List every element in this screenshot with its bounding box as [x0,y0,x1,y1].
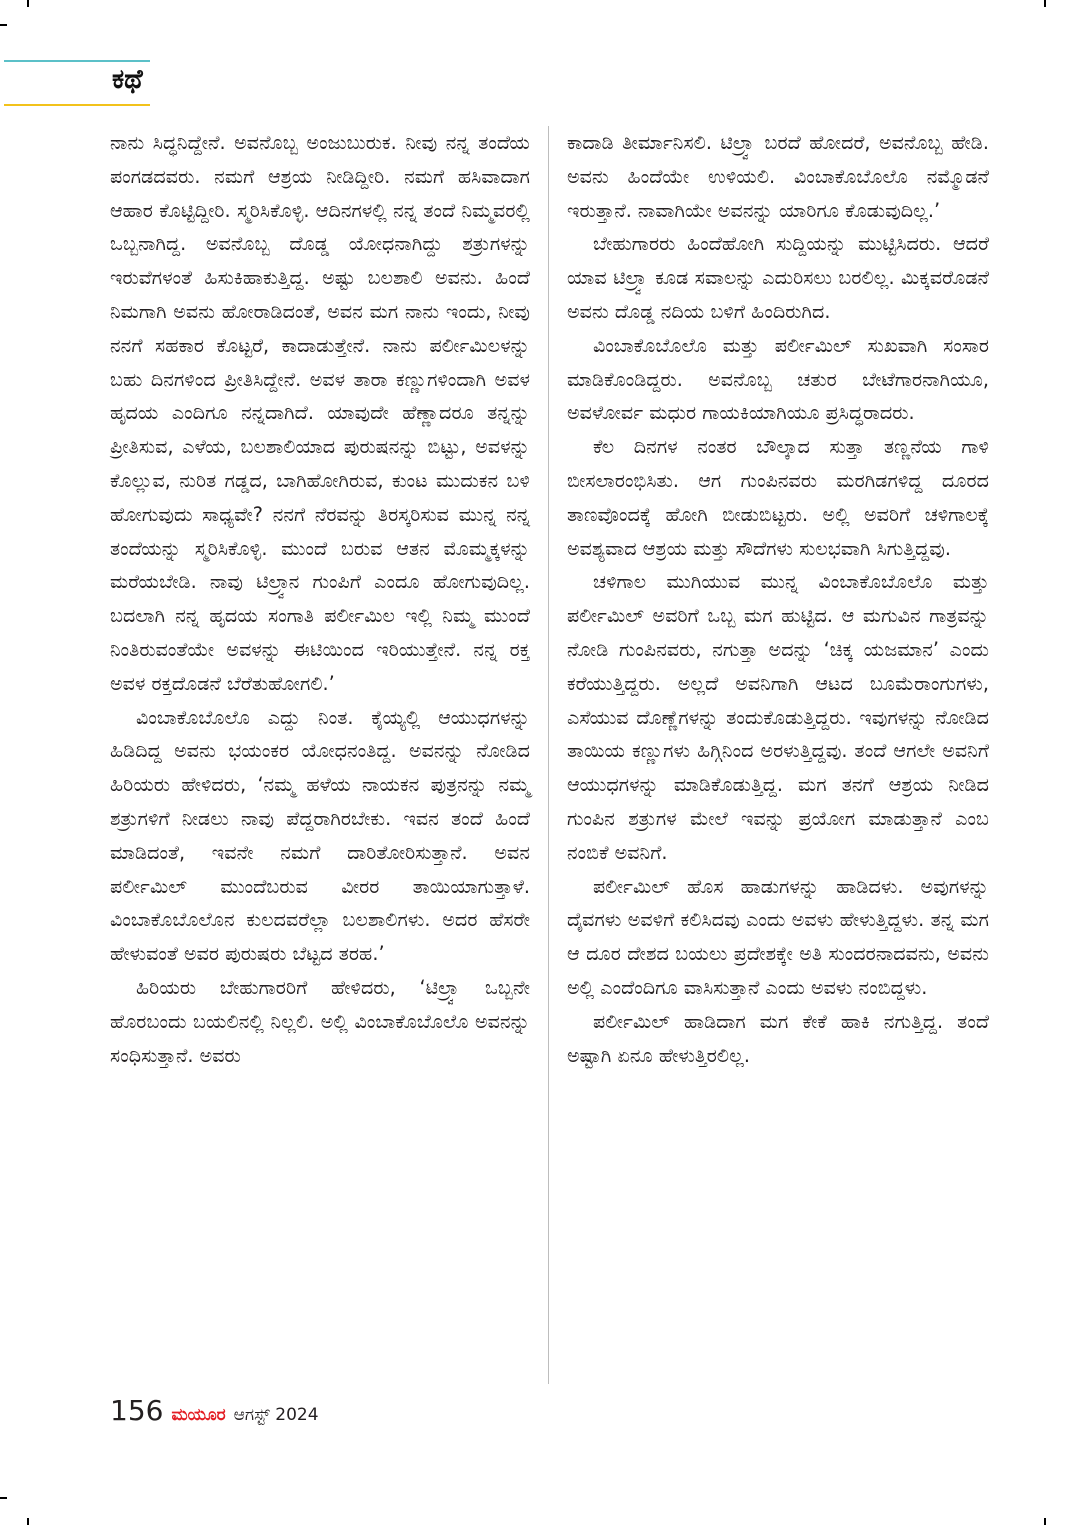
paragraph: ಪರ್ಲೀಮಿಲ್ ಹಾಡಿದಾಗ ಮಗ ಕೇಕೆ ಹಾಕಿ ನಗುತ್ತಿದ್ದ. ತಂದೆ ಅಷ್ಟಾಗಿ ಏನೂ ಹೇಳುತ್ತಿರಲಿಲ್ಲ. [567,1009,989,1067]
section-accent-rule-bottom [4,104,150,106]
paragraph: ವಿಂಬಾಕೊಬೊಲೊ ಎದ್ದು ನಿಂತ. ಕೈಯ್ಯಲ್ಲಿ ಆಯುಧಗಳನ್ನು ಹಿಡಿದಿದ್ದ ಅವನು ಭಯಂಕರ ಯೋಧನಂತಿದ್ದ. ಅವನನ್ನು ನೋಡಿದ ಹಿರಿಯರು ಹೇಳಿದರು, ‘ನಮ್ಮ ಹಳೆಯ ನಾಯಕನ ಪುತ್ರನನ್ನು ನಮ್ಮ ಶತ್ರುಗಳಿಗೆ ನೀಡಲು ನಾವು ಪೆದ್ದರಾಗಿರಬೇಕು. ಇವನ ತಂದೆ ಹಿಂದೆ ಮಾಡಿದಂತೆ, ಇವನೇ ನಮಗೆ ದಾರಿತೋರಿಸುತ್ತಾನೆ. ಅವನ ಪರ್ಲೀಮಿಲ್ ಮುಂದೆಬರುವ ವೀರರ ತಾಯಿಯಾಗುತ್ತಾಳೆ. ವಿಂಬಾಕೊಬೊಲೊನ ಕುಲದವರೆಲ್ಲಾ ಬಲಶಾಲಿಗಳು. ಅದರ ಹೆಸರೇ ಹೇಳುವಂತೆ ಅವರ ಪುರುಷರು ಬೆಟ್ಟದ ತರಹ.’ [110,705,530,966]
crop-mark [0,24,7,26]
page-number: 156 [110,1394,164,1427]
paragraph: ಬೇಹುಗಾರರು ಹಿಂದೆಹೋಗಿ ಸುದ್ದಿಯನ್ನು ಮುಟ್ಟಿಸಿದರು. ಆದರೆ ಯಾವ ಟಿಲ್ರ್ವಾ ಕೂಡ ಸವಾಲನ್ನು ಎದುರಿಸಲು ಬರಲಿಲ್ಲ. ಮಿಕ್ಕವರೊಡನೆ ಅವನು ದೊಡ್ಡ ನದಿಯ ಬಳಿಗೆ ಹಿಂದಿರುಗಿದ. [567,232,989,323]
page-footer [110,1394,319,1426]
section-accent-rule-top [4,60,150,62]
paragraph: ಕೆಲ ದಿನಗಳ ನಂತರ ಬೌಲ್ಕಾದ ಸುತ್ತಾ ತಣ್ಣನೆಯ ಗಾಳಿ ಬೀಸಲಾರಂಭಿಸಿತು. ಆಗ ಗುಂಪಿನವರು ಮರಗಿಡಗಳಿದ್ದ ದೂರದ ತಾಣವೊಂದಕ್ಕೆ ಹೋಗಿ ಬೀಡುಬಿಟ್ಟರು. ಅಲ್ಲಿ ಅವರಿಗೆ ಚಳಿಗಾಲಕ್ಕೆ ಅವಶ್ಯವಾದ ಆಶ್ರಯ ಮತ್ತು ಸೌದೆಗಳು ಸುಲಭವಾಗಿ ಸಿಗುತ್ತಿದ್ದವು. [567,435,989,560]
column-divider [548,126,549,1384]
section-title: ಕಥೆ [112,64,143,95]
crop-mark [1044,1518,1046,1525]
right-column [567,126,989,1072]
issue-date: ಆಗಸ್ಟ್ 2024 [233,1405,319,1425]
paragraph: ನಾನು ಸಿದ್ಧನಿದ್ದೇನೆ. ಅವನೊಬ್ಬ ಅಂಜುಬುರುಕ. ನೀವು ನನ್ನ ತಂದೆಯ ಪಂಗಡದವರು. ನಮಗೆ ಆಶ್ರಯ ನೀಡಿದ್ದೀರಿ. ನಮಗೆ ಹಸಿವಾದಾಗ ಆಹಾರ ಕೊಟ್ಟಿದ್ದೀರಿ. ಸ್ಮರಿಸಿಕೊಳ್ಳಿ. ಆದಿನಗಳಲ್ಲಿ ನನ್ನ ತಂದೆ ನಿಮ್ಮವರಲ್ಲಿ ಒಬ್ಬನಾಗಿದ್ದ. ಅವನೊಬ್ಬ ದೊಡ್ಡ ಯೋಧನಾಗಿದ್ದು ಶತ್ರುಗಳನ್ನು ಇರುವೆಗಳಂತೆ ಹಿಸುಕಿಹಾಕುತ್ತಿದ್ದ. ಅಷ್ಟು ಬಲಶಾಲಿ ಅವನು. ಹಿಂದೆ ನಿಮಗಾಗಿ ಅವನು ಹೋರಾಡಿದಂತೆ, ಅವನ ಮಗ ನಾನು ಇಂದು, ನೀವು ನನಗೆ ಸಹಕಾರ ಕೊಟ್ಟರೆ, ಕಾದಾಡುತ್ತೇನೆ. ನಾನು ಪರ್ಲೀಮಿಲಳನ್ನು ಬಹು ದಿನಗಳಿಂದ ಪ್ರೀತಿಸಿದ್ದೇನೆ. ಅವಳ ತಾರಾ ಕಣ್ಣುಗಳಿಂದಾಗಿ ಅವಳ ಹೃದಯ ಎಂದಿಗೂ ನನ್ನದಾಗಿದೆ. ಯಾವುದೇ ಹೆಣ್ಣಾದರೂ ತನ್ನನ್ನು ಪ್ರೀತಿಸುವ, ಎಳೆಯ, ಬಲಶಾಲಿಯಾದ ಪುರುಷನನ್ನು ಬಿಟ್ಟು, ಅವಳನ್ನು ಕೊಲ್ಲುವ, ನುರಿತ ಗಡ್ಡದ, ಬಾಗಿಹೋಗಿರುವ, ಕುಂಟ ಮುದುಕನ ಬಳಿ ಹೋಗುವುದು ಸಾಧ್ಯವೇ? ನನಗೆ ನೆರವನ್ನು ತಿರಸ್ಕರಿಸುವ ಮುನ್ನ ನನ್ನ ತಂದೆಯನ್ನು ಸ್ಮರಿಸಿಕೊಳ್ಳಿ. ಮುಂದೆ ಬರುವ ಆತನ ಮೊಮ್ಮಕ್ಕಳನ್ನು ಮರೆಯಬೇಡಿ. ನಾವು ಟಿಲ್ರ್ವಾನ ಗುಂಪಿಗೆ ಎಂದೂ ಹೋಗುವುದಿಲ್ಲ. ಬದಲಾಗಿ ನನ್ನ ಹೃದಯ ಸಂಗಾತಿ ಪರ್ಲೀಮಿಲ ಇಲ್ಲಿ ನಿಮ್ಮ ಮುಂದೆ ನಿಂತಿರುವಂತೆಯೇ ಅವಳನ್ನು ಈಟಿಯಿಂದ ಇರಿಯುತ್ತೇನೆ. ನನ್ನ ರಕ್ತ ಅವಳ ರಕ್ತದೊಡನೆ ಬೆರೆತುಹೋಗಲಿ.’ [110,131,530,695]
magazine-logo: ಮಯೂರ [171,1405,226,1425]
left-column [110,126,530,1072]
paragraph: ಚಳಿಗಾಲ ಮುಗಿಯುವ ಮುನ್ನ ವಿಂಬಾಕೊಬೊಲೊ ಮತ್ತು ಪರ್ಲೀಮಿಲ್ ಅವರಿಗೆ ಒಬ್ಬ ಮಗ ಹುಟ್ಟಿದ. ಆ ಮಗುವಿನ ಗಾತ್ರವನ್ನು ನೋಡಿ ಗುಂಪಿನವರು, ನಗುತ್ತಾ ಅದನ್ನು ‘ಚಿಕ್ಕ ಯಜಮಾನ’ ಎಂದು ಕರೆಯುತ್ತಿದ್ದರು. ಅಲ್ಲದೆ ಅವನಿಗಾಗಿ ಆಟದ ಬೂಮೆರಾಂಗುಗಳು, ಎಸೆಯುವ ದೊಣ್ಣೆಗಳನ್ನು ತಂದುಕೊಡುತ್ತಿದ್ದರು. ಇವುಗಳನ್ನು ನೋಡಿದ ತಾಯಿಯ ಕಣ್ಣುಗಳು ಹಿಗ್ಗಿನಿಂದ ಅರಳುತ್ತಿದ್ದವು. ತಂದೆ ಆಗಲೇ ಅವನಿಗೆ ಆಯುಧಗಳನ್ನು ಮಾಡಿಕೊಡುತ್ತಿದ್ದ. ಮಗ ತನಗೆ ಆಶ್ರಯ ನೀಡಿದ ಗುಂಪಿನ ಶತ್ರುಗಳ ಮೇಲೆ ಇವನ್ನು ಪ್ರಯೋಗ ಮಾಡುತ್ತಾನೆ ಎಂಬ ನಂಬಿಕೆ ಅವನಿಗೆ. [567,570,989,864]
crop-mark [27,0,29,7]
crop-mark [27,1518,29,1525]
crop-mark [0,1497,7,1499]
paragraph: ಹಿರಿಯರು ಬೇಹುಗಾರರಿಗೆ ಹೇಳಿದರು, ‘ಟಿಲ್ರ್ವಾ ಒಬ್ಬನೇ ಹೊರಬಂದು ಬಯಲಿನಲ್ಲಿ ನಿಲ್ಲಲಿ. ಅಲ್ಲಿ ವಿಂಬಾಕೊಬೊಲೊ ಅವನನ್ನು ಸಂಧಿಸುತ್ತಾನೆ. ಅವರು [110,975,530,1067]
paragraph: ಕಾದಾಡಿ ತೀರ್ಮಾನಿಸಲಿ. ಟಿಲ್ರ್ವಾ ಬರದೆ ಹೋದರೆ, ಅವನೊಬ್ಬ ಹೇಡಿ. ಅವನು ಹಿಂದೆಯೇ ಉಳಿಯಲಿ. ವಿಂಬಾಕೊಬೊಲೊ ನಮ್ಮೊಡನೆ ಇರುತ್ತಾನೆ. ನಾವಾಗಿಯೇ ಅವನನ್ನು ಯಾರಿಗೂ ಕೊಡುವುದಿಲ್ಲ.’ [567,131,989,222]
paragraph: ವಿಂಬಾಕೊಬೊಲೊ ಮತ್ತು ಪರ್ಲೀಮಿಲ್ ಸುಖವಾಗಿ ಸಂಸಾರ ಮಾಡಿಕೊಂಡಿದ್ದರು. ಅವನೊಬ್ಬ ಚತುರ ಬೇಟೆಗಾರನಾಗಿಯೂ, ಅವಳೋರ್ವ ಮಧುರ ಗಾಯಕಿಯಾಗಿಯೂ ಪ್ರಸಿದ್ಧರಾದರು. [567,333,989,425]
paragraph: ಪರ್ಲೀಮಿಲ್ ಹೊಸ ಹಾಡುಗಳನ್ನು ಹಾಡಿದಳು. ಅವುಗಳನ್ನು ದೈವಗಳು ಅವಳಿಗೆ ಕಲಿಸಿದವು ಎಂದು ಅವಳು ಹೇಳುತ್ತಿದ್ದಳು. ತನ್ನ ಮಗ ಆ ದೂರ ದೇಶದ ಬಯಲು ಪ್ರದೇಶಕ್ಕೇ ಅತಿ ಸುಂದರನಾದವನು, ಅವನು ಅಲ್ಲಿ ಎಂದೆಂದಿಗೂ ವಾಸಿಸುತ್ತಾನೆ ಎಂದು ಅವಳು ನಂಬಿದ್ದಳು. [567,874,989,999]
crop-mark [1044,0,1046,7]
